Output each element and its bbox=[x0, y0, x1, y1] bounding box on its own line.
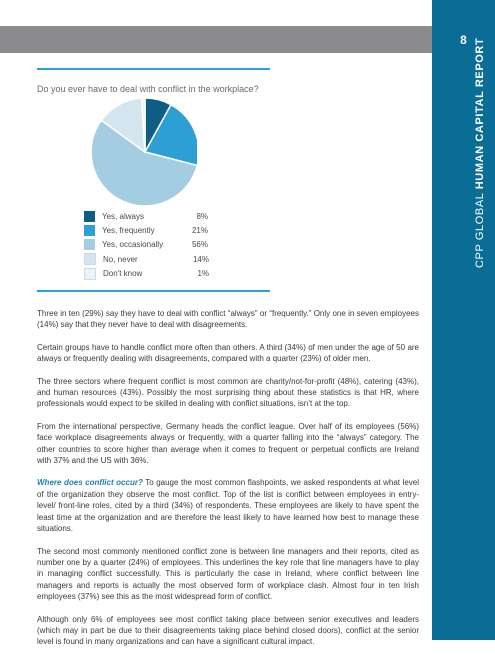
legend-label: Don't know bbox=[103, 269, 143, 279]
paragraph-2: Certain groups have to handle conflict more often than others. A third (34%) of men under the age of 50 are always or frequently dealing with disagreements, compared with a quarter (23%) of older men. bbox=[37, 342, 419, 364]
legend-swatch bbox=[84, 253, 96, 265]
section-lead: Where does conflict occur? bbox=[37, 478, 143, 488]
legend-value: 1% bbox=[197, 269, 209, 279]
legend-value: 14% bbox=[192, 254, 209, 264]
legend-label: Yes, frequently bbox=[102, 226, 155, 236]
header-band bbox=[0, 26, 432, 53]
legend-swatch bbox=[84, 239, 95, 250]
legend-item bbox=[84, 252, 254, 266]
page-number: 8 bbox=[460, 33, 467, 47]
paragraph-4: From the international perspective, Germany heads the conflict league. Over half of its employees (56%) face workplace disagreements always or frequently, with a quarter falling into the “always” category. The other countries to score higher than average when it comes to frequent or perpetual conflicts are Ireland with 37% and the US with 36%. bbox=[37, 421, 419, 466]
report-title bbox=[474, 38, 486, 268]
legend-item bbox=[84, 267, 254, 281]
report-title-main: HUMAN CAPITAL REPORT bbox=[474, 37, 486, 190]
legend-label: Yes, occasionally bbox=[102, 240, 164, 250]
legend-label: Yes, always bbox=[102, 211, 144, 221]
paragraph-5-text: To gauge the most common flashpoints, we asked respondents at what level of the organization they observe the most conflict. Top of the list is conflict between employees in entry-level/ front-line roles, cited by a third (34%) of respondents. These employees are likely to have spent the least time at the organization and are therefore the least likely to have learned how best to manage these situations. bbox=[37, 478, 420, 534]
pie-chart bbox=[37, 97, 197, 207]
paragraph-7: Although only 6% of employees see most conflict taking place between senior executives and leaders (which may in part be due to their disagreements taking place behind closed doors), conflict at the senior level is found in many organizations and can have a significant cultural impact. bbox=[37, 614, 419, 647]
paragraph-3: The three sectors where frequent conflict is most common are charity/not-for-profit (48%), catering (43%), and human resources (43%). Possibly the most surprising thing about these statistics is that HR, where professionals would expect to be skilled in dealing with conflict situations, isn’t at the top. bbox=[37, 376, 419, 409]
report-title-brand: CPP GLOBAL bbox=[474, 189, 486, 268]
legend-value: 8% bbox=[196, 211, 208, 221]
paragraph-5 bbox=[37, 477, 419, 534]
legend-item bbox=[84, 238, 254, 252]
chart-bottom-rule bbox=[37, 290, 270, 292]
chart-title: Do you ever have to deal with conflict in the workplace? bbox=[37, 84, 259, 94]
legend-item bbox=[84, 209, 254, 223]
chart-top-rule bbox=[37, 68, 270, 70]
legend-swatch bbox=[84, 225, 95, 236]
legend-value: 21% bbox=[191, 226, 208, 236]
legend-swatch bbox=[84, 211, 95, 222]
legend-label: No, never bbox=[103, 254, 138, 264]
legend-swatch bbox=[84, 268, 96, 280]
paragraph-6: The second most commonly mentioned conflict zone is between line managers and their reports, cited as number one by a quarter (24%) of employees. This underlines the key role that line managers have to play in managing conflict successfully. This is particularly the case in Ireland, where conflict between line managers and reports is actually the most observed form of workplace clash. Almost four in ten Irish employees (37%) see this as the most widespread form of conflict. bbox=[37, 546, 419, 602]
chart-legend bbox=[84, 209, 254, 281]
body-text bbox=[37, 308, 419, 659]
legend-item bbox=[84, 223, 254, 237]
paragraph-1: Three in ten (29%) say they have to deal with conflict “always” or “frequently.” Only one in seven employees (14%) say that they never have to deal with disagreements. bbox=[37, 309, 419, 330]
legend-value: 56% bbox=[191, 240, 208, 250]
